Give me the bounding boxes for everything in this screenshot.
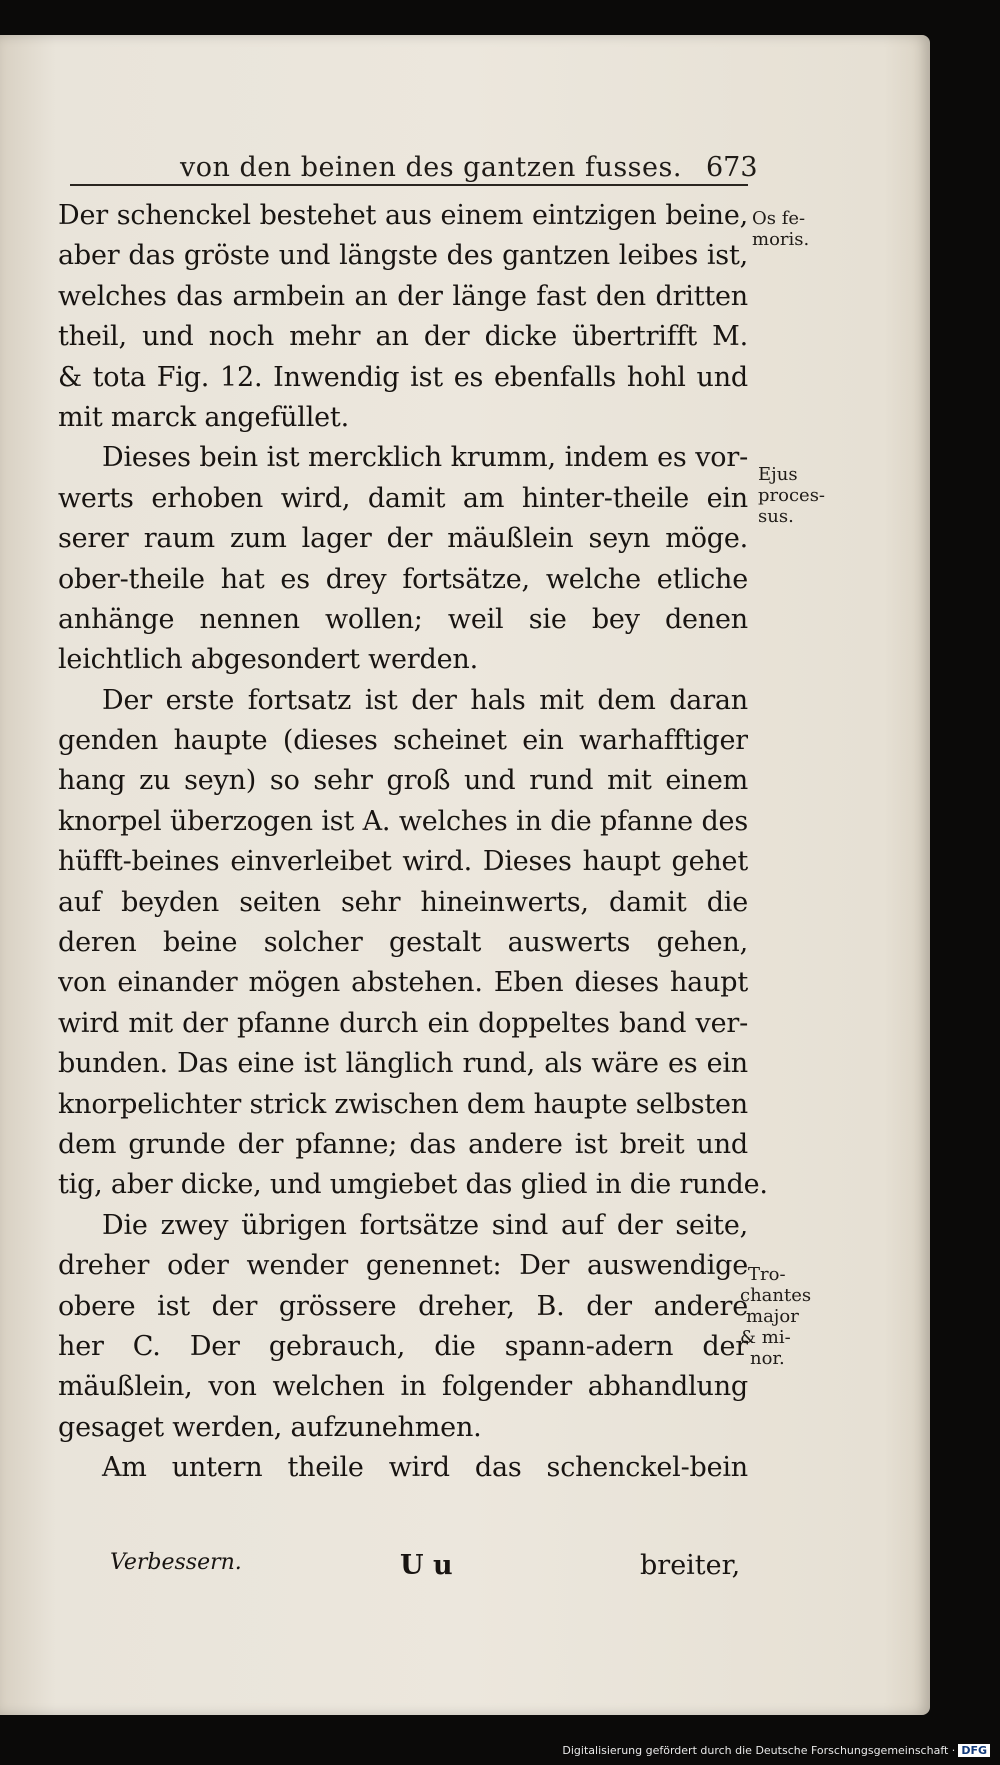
text-line: tig, aber dicke, und umgiebet das glied in die runde. [58,1169,768,1201]
running-title: von den beinen des gantzen fusses. [180,152,682,183]
credit-text: Digitalisierung gefördert durch die Deutsche Forschungsgemeinschaft · [562,1744,956,1757]
text-line: bunden. Das eine ist länglich rund, als wäre es ein [58,1048,748,1080]
text-line: wird mit der pfanne durch ein doppeltes band ver- [58,1007,748,1039]
body-text [58,196,768,1489]
text-line: dem grunde der pfanne; das andere ist breit und [58,1128,748,1160]
header-rule [70,184,748,186]
text-line: Dieses bein ist mercklich krumm, indem es vor- [102,442,748,474]
text-line: knorpelichter strick zwischen dem haupte selbsten [58,1088,748,1120]
text-line: ober-theile hat es drey fortsätze, welche etliche [58,563,748,595]
text-line: welches das armbein an der länge fast den dritten [58,280,748,312]
text-line: mäußlein, von welchen in folgender abhandlung [58,1371,748,1403]
digitization-credit [562,1744,990,1757]
text-line: anhänge nennen wollen; weil sie bey denen [58,603,748,635]
page-number: 673 [706,152,758,183]
footer-catchword: breiter, [640,1550,741,1581]
text-line: & tota Fig. 12. Inwendig ist es ebenfalls hohl und [58,361,748,393]
dfg-logo-icon: DFG [958,1744,990,1757]
text-line: hüfft-beines einverleibet wird. Dieses haupt gehet [58,846,748,878]
margin-note-os-femoris: Os fe- moris. [752,208,810,250]
text-line: her C. Der gebrauch, die spann-adern der [58,1330,748,1362]
margin-note-processus: Ejus proces- sus. [758,464,826,527]
text-line: Der erste fortsatz ist der hals mit dem daran [102,684,748,716]
text-line: von einander mögen abstehen. Eben dieses haupt [58,967,748,999]
text-line: dreher oder wender genennet: Der auswendige [58,1250,748,1282]
footer-signature-note: Verbessern. [110,1550,242,1575]
footer-signature-mark: U u [400,1550,453,1581]
margin-note-trochantes: Tro- chantes major & mi- nor. [740,1264,812,1369]
text-line: serer raum zum lager der mäußlein seyn möge. [58,523,748,555]
text-line: Die zwey übrigen fortsätze sind auf der seite, [102,1209,748,1241]
text-line: aber das gröste und längste des gantzen leibes ist, [58,240,748,272]
text-line: gesaget werden, aufzunehmen. [58,1411,482,1443]
text-line: mit marck angefüllet. [58,401,349,433]
text-line: Am untern theile wird das schenckel-bein [102,1452,748,1484]
text-line: werts erhoben wird, damit am hinter-theile ein [58,482,748,514]
text-line: leichtlich abgesondert werden. [58,644,478,676]
text-line: Der schenckel bestehet aus einem eintzigen beine, [58,200,748,231]
text-line: deren beine solcher gestalt auswerts gehen, [58,927,748,959]
text-line: genden haupte (dieses scheinet ein warhafftiger [58,725,748,757]
text-line: auf beyden seiten sehr hineinwerts, damit die [58,886,748,918]
text-line: knorpel überzogen ist A. welches in die pfanne des [58,805,748,837]
text-line: hang zu seyn) so sehr groß und rund mit einem [58,765,748,797]
text-line: theil, und noch mehr an der dicke übertrifft M. [58,321,748,353]
text-line: obere ist der grössere dreher, B. der andere [58,1290,748,1322]
